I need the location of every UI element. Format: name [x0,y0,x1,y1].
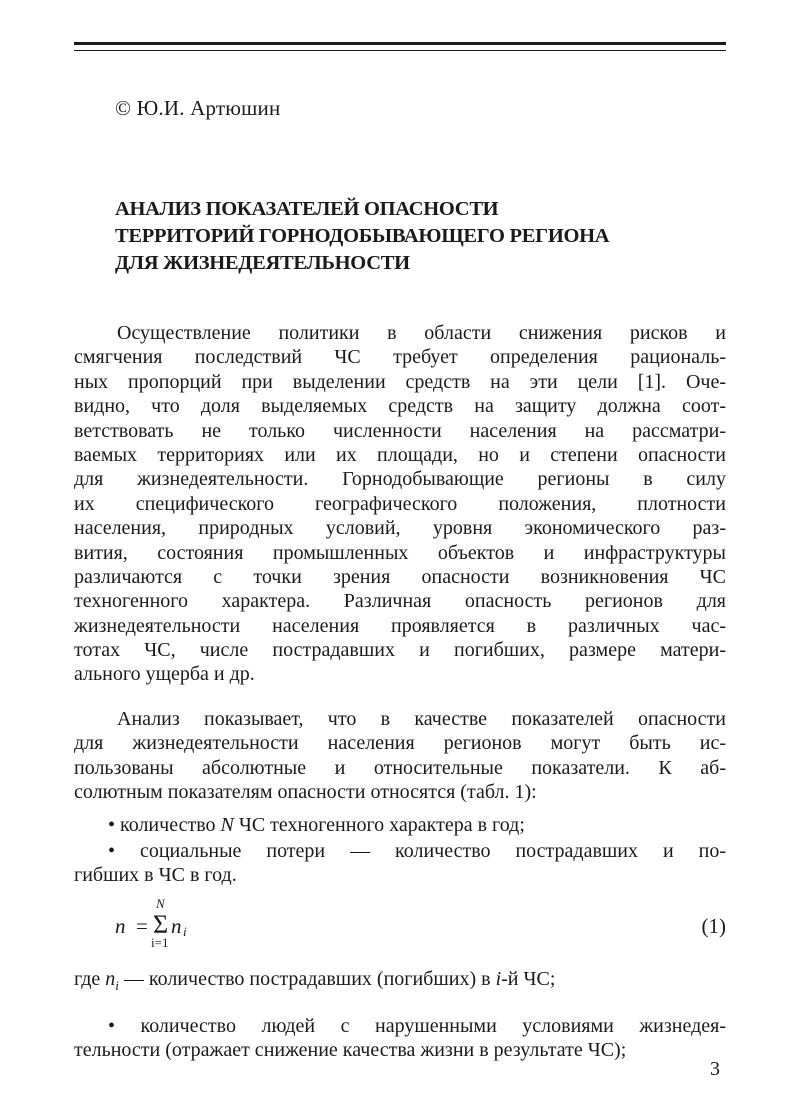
text-line [74,813,726,837]
text-line: Анализ показывает, что в качестве показателей опасности [117,708,726,730]
text-line: пользованы абсолютные и относительные показатели. К аб- [74,756,726,779]
text-line: их специфического географического положения, плотности [74,492,726,515]
sum-upper-limit: N [156,896,165,911]
text-line: смягчения последствий ЧС требует определения рациональ- [74,346,726,369]
text-line: населения, природных условий, уровня экономического раз- [74,517,726,540]
sum-lower-limit: i=1 [151,935,169,950]
where-clause [74,968,555,995]
title-line: АНАЛИЗ ПОКАЗАТЕЛЕЙ ОПАСНОСТИ [115,198,499,220]
text-line: техногенного характера. Различная опасность регионов для [74,590,726,613]
bullet-item-3 [74,1014,726,1063]
title-line: ДЛЯ ЖИЗНЕДЕЯТЕЛЬНОСТИ [115,252,410,274]
top-rule-thick [74,42,726,45]
text-line: вития, состояния промышленных объектов и инфраструктуры [74,541,726,564]
text-line: тотах ЧС, числе пострадавших и погибших, размере матери- [74,639,726,662]
where-text: — количество пострадавших (погибших) в [118,968,496,990]
where-variable-index: i [115,978,119,993]
bullet-item-2 [74,839,726,888]
sum-sign: Σ [153,910,169,939]
page-number: 3 [710,1058,720,1080]
bullet-item-1 [74,813,726,837]
text-line: Осуществление политики в области снижения рисков и [117,322,726,344]
text-line: ных пропорций при выделении средств на эти цели [1]. Оче- [74,370,726,393]
bullet-text: количество [120,814,221,836]
title-line: ТЕРРИТОРИЙ ГОРНОДОБЫВАЮЩЕГО РЕГИОНА [115,225,610,247]
article-title [115,196,735,277]
where-index: i [495,968,502,990]
paragraph-1 [74,321,726,687]
formula-lhs: n [115,914,126,938]
where-variable: n [105,968,116,990]
text-line: различаются с точки зрения опасности возникновения ЧС [74,565,726,588]
bullet-marker: • [108,814,116,836]
where-prefix: где [74,968,106,990]
text-line: гибших в ЧС в год. [74,864,237,887]
text-line: видно, что доля выделяемых средств на защиту должна соот- [74,395,726,418]
author-line: © Ю.И. Артюшин [115,96,281,120]
text-line: тельности (отражает снижение качества жизни в результате ЧС); [74,1039,627,1062]
text-line: ального ущерба и др. [74,663,255,686]
text-line: • социальные потери — количество пострадавших и по- [108,840,726,862]
where-suffix: -й ЧС; [501,968,556,990]
paragraph-2 [74,707,726,805]
formula-equals: = [136,914,148,938]
text-line: для жизнедеятельности. Горнодобывающие регионы в силу [74,468,726,491]
text-line: ваемых территориях или их площади, но и степени опасности [74,443,726,466]
formula-term-index: i [183,924,187,939]
bullet-text: ЧС техногенного характера в год; [233,814,525,836]
text-line: солютным показателям опасности относятся (табл. 1): [74,781,537,804]
formula-1 [115,896,726,956]
text-line: для жизнедеятельности населения регионов могут быть ис- [74,732,726,755]
formula-term: n [171,914,182,938]
equation-number: (1) [701,914,726,938]
top-rule-thin [74,50,726,51]
variable-n-capital: N [220,814,234,836]
text-line: ветствовать не только численности населения на рассматри- [74,419,726,442]
text-line: жизнедеятельности населения проявляется в различных час- [74,614,726,637]
text-line: • количество людей с нарушенными условиями жизнедея- [108,1015,726,1037]
